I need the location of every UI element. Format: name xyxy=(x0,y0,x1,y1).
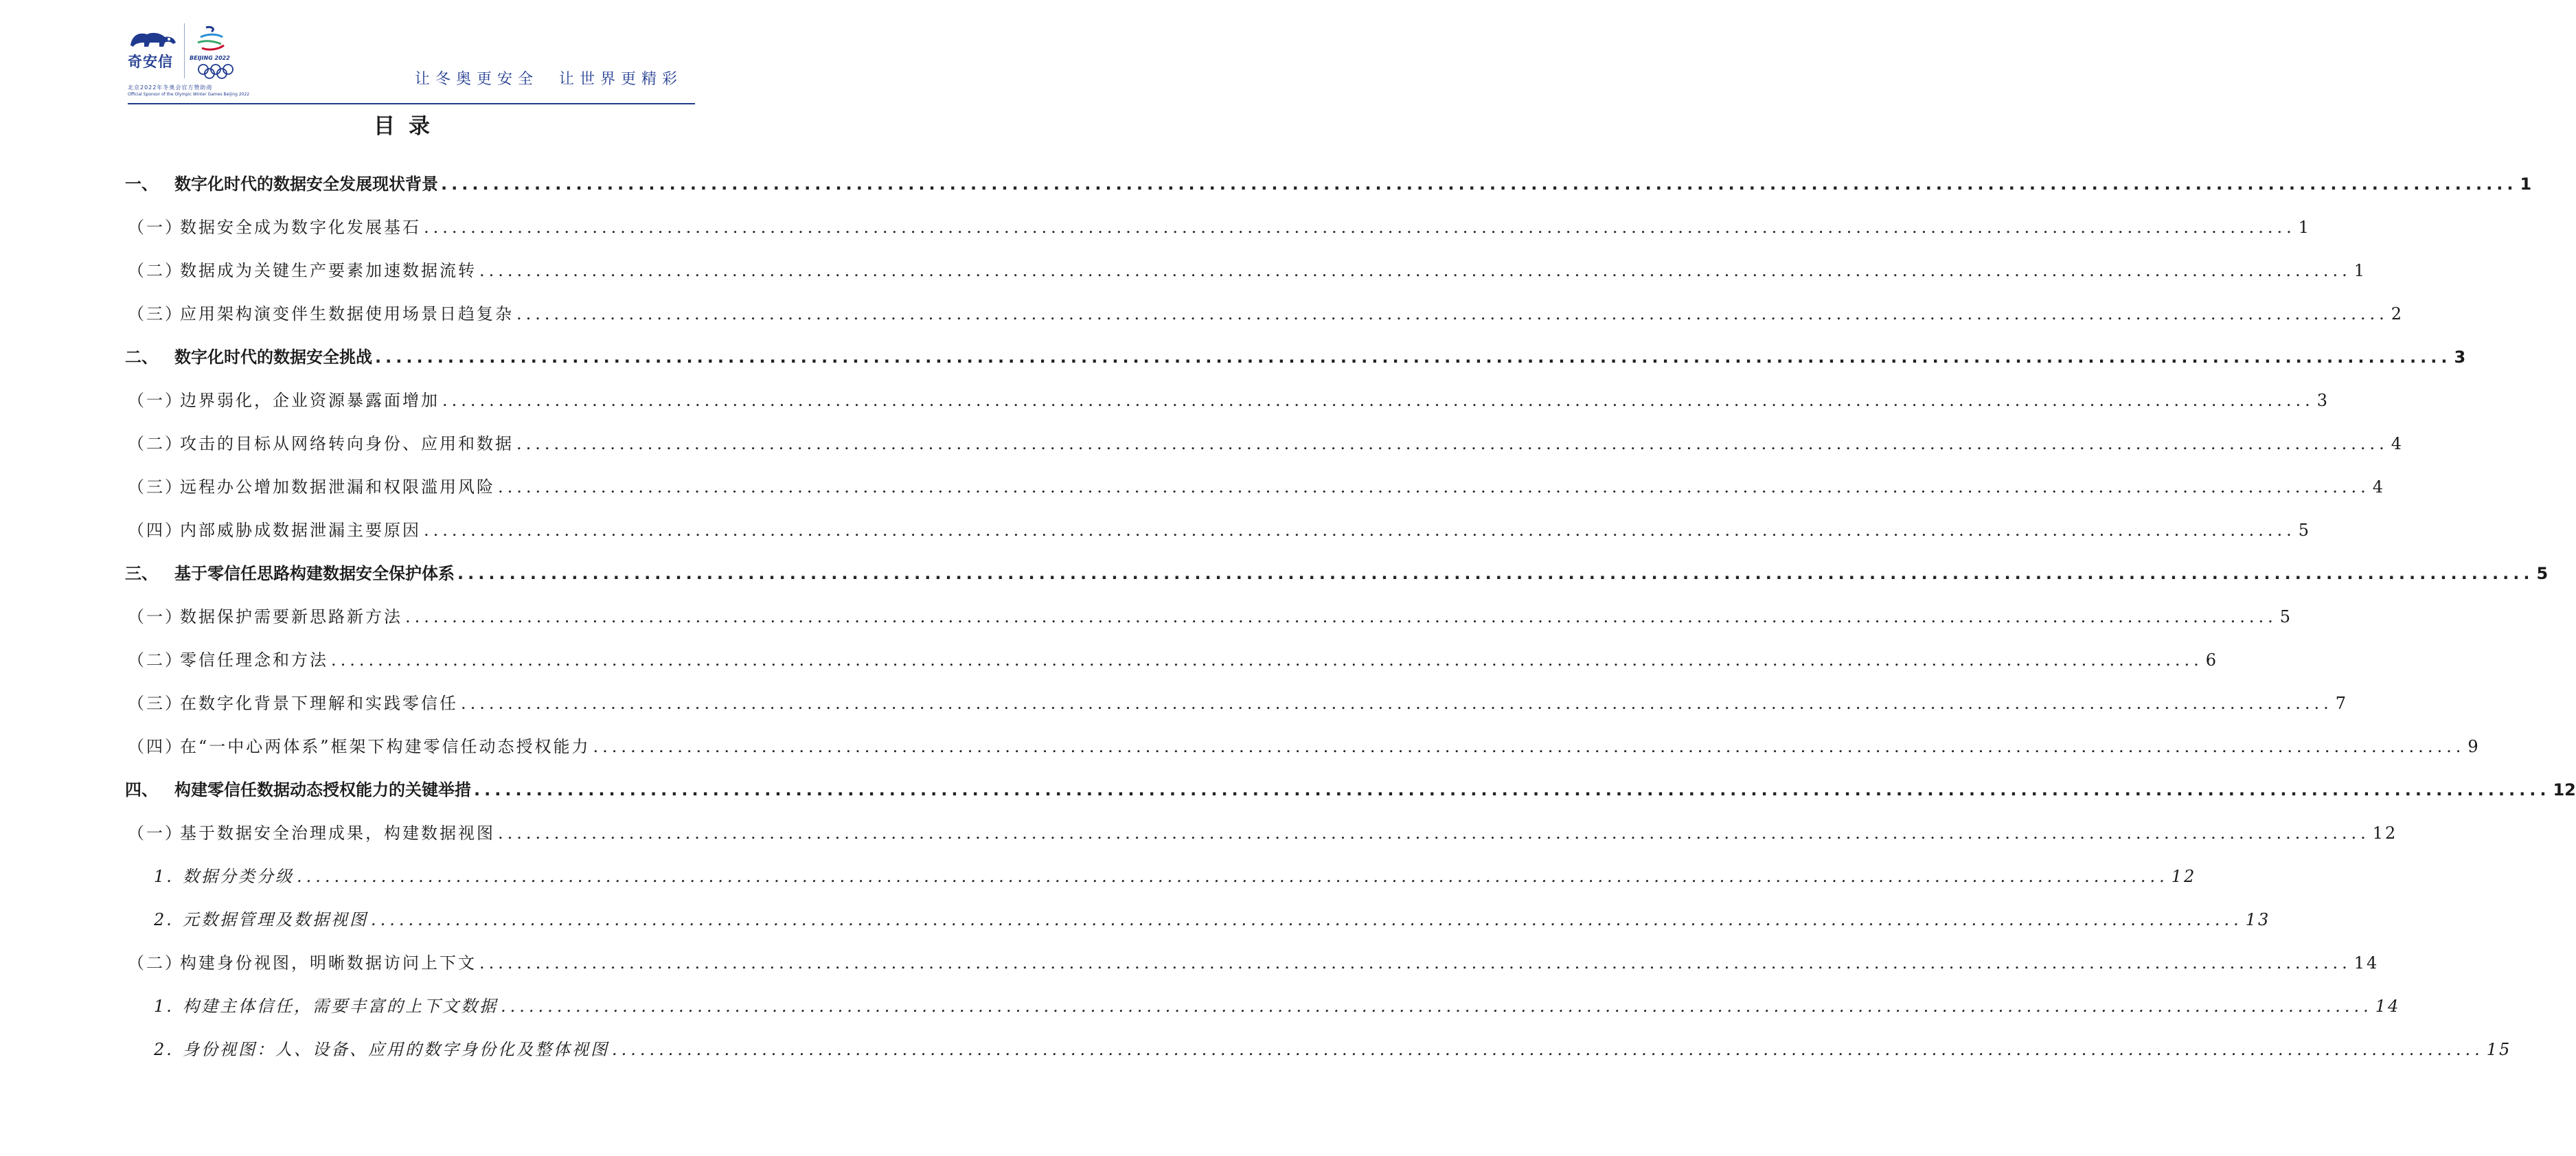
toc-entry-number: （二） xyxy=(128,953,183,973)
header-rule xyxy=(128,103,695,104)
brand-name: 奇安信 xyxy=(128,54,173,70)
toc-entry-title: 边界弱化，企业资源暴露面增加 xyxy=(180,391,440,410)
page-header xyxy=(0,0,817,110)
toc-entry-page: 5 xyxy=(2536,564,2549,583)
toc-entry-page: 12 xyxy=(2171,867,2197,886)
toc-entry-number: 一、 xyxy=(125,174,158,194)
qianxin-lion-icon xyxy=(129,30,177,48)
toc-entry-page: 2 xyxy=(2391,304,2404,324)
toc-leader-dots: ........................................................................................................................................................................................................ xyxy=(442,391,2314,410)
toc-entry[interactable] xyxy=(125,776,2576,819)
toc-entry-title: 数据成为关键生产要素加速数据流转 xyxy=(180,261,477,280)
toc-entry-title: 构建零信任数据动态授权能力的关键举措 xyxy=(174,780,471,800)
toc-entry-number: 四、 xyxy=(125,780,158,800)
toc-entry-page: 3 xyxy=(2316,391,2330,410)
toc-entry-page: 4 xyxy=(2391,434,2404,453)
toc-entry[interactable] xyxy=(125,430,2404,473)
toc-entry-title: 基于零信任思路构建数据安全保护体系 xyxy=(174,564,455,583)
toc-leader-dots: ........................................................................................................................................................................................................ xyxy=(441,174,2518,194)
toc-entry-page: 5 xyxy=(2279,607,2293,626)
toc-leader-dots: ........................................................................................................................................................................................................ xyxy=(474,780,2551,800)
toc-entry-number: （四） xyxy=(128,737,183,756)
toc-entry-number: 1. xyxy=(154,867,174,886)
logo-divider xyxy=(184,23,185,78)
toc-leader-dots: ........................................................................................................................................................................................................ xyxy=(424,218,2296,237)
toc-entry-number: 1. xyxy=(154,997,174,1016)
toc-entry-number: 三、 xyxy=(125,564,158,583)
toc-leader-dots: ........................................................................................................................................................................................................ xyxy=(498,824,2370,843)
toc-entry[interactable] xyxy=(125,300,2404,343)
toc-entry-title: 元数据管理及数据视图 xyxy=(183,910,368,929)
toc-leader-dots: ........................................................................................................................................................................................................ xyxy=(375,348,2452,367)
toc-entry-number: 二、 xyxy=(125,348,158,367)
toc-leader-dots: ........................................................................................................................................................................................................ xyxy=(297,867,2169,886)
toc-entry-title: 零信任理念和方法 xyxy=(180,650,328,670)
toc-entry-page: 14 xyxy=(2375,997,2401,1016)
toc-entry-number: （一） xyxy=(128,824,183,843)
toc-entry[interactable] xyxy=(125,387,2330,430)
toc-entry[interactable] xyxy=(125,257,2367,300)
toc-leader-dots: ........................................................................................................................................................................................................ xyxy=(479,261,2351,280)
sponsor-text-cn: 北京2022年冬奥会官方赞助商 xyxy=(128,84,213,91)
toc-entry-number: （一） xyxy=(128,391,183,410)
toc-entry-page: 15 xyxy=(2486,1040,2512,1059)
toc-entry-number: （一） xyxy=(128,218,183,237)
toc-entry-title: 应用架构演变伴生数据使用场景日趋复杂 xyxy=(180,304,514,324)
sponsor-text-en: Official Sponsor of the Olympic Winter Games Beijing 2022 xyxy=(128,92,250,97)
toc-entry-title: 构建身份视图，明晰数据访问上下文 xyxy=(180,953,477,973)
toc-entry-title: 数字化时代的数据安全发展现状背景 xyxy=(174,174,438,194)
toc-entry-number: （三） xyxy=(128,477,183,497)
toc-entry-page: 12 xyxy=(2372,824,2398,843)
toc-entry-page: 1 xyxy=(2520,174,2532,194)
toc-entry[interactable] xyxy=(125,560,2549,603)
toc-entry-number: （二） xyxy=(128,261,183,280)
toc-entry-number: （二） xyxy=(128,434,183,453)
toc-entry[interactable] xyxy=(125,993,2401,1036)
toc-entry-title: 数据分类分级 xyxy=(183,867,294,886)
toc-leader-dots: ........................................................................................................................................................................................................ xyxy=(424,521,2296,540)
toc-leader-dots: ........................................................................................................................................................................................................ xyxy=(371,910,2243,929)
toc-entry[interactable] xyxy=(125,343,2466,387)
toc-entry-page: 3 xyxy=(2454,348,2466,367)
toc-entry[interactable] xyxy=(125,214,2312,257)
sponsor-logo-block xyxy=(128,23,250,99)
toc-entry-number: 2. xyxy=(154,910,174,929)
toc-entry-title: 在“一中心两体系”框架下构建零信任动态授权能力 xyxy=(180,737,591,756)
toc-entry-title: 内部威胁成数据泄漏主要原因 xyxy=(180,521,421,540)
page-title: 目录 xyxy=(374,114,444,139)
toc-leader-dots: ........................................................................................................................................................................................................ xyxy=(461,694,2333,713)
toc-entry-title: 身份视图：人、设备、应用的数字身份化及整体视图 xyxy=(183,1040,609,1059)
toc-entry-title: 数据安全成为数字化发展基石 xyxy=(180,218,421,237)
toc-entry-page: 5 xyxy=(2298,521,2312,540)
toc-leader-dots: ........................................................................................................................................................................................................ xyxy=(405,607,2277,626)
toc-leader-dots: ........................................................................................................................................................................................................ xyxy=(593,737,2465,756)
toc-leader-dots: ........................................................................................................................................................................................................ xyxy=(516,304,2389,324)
toc-entry-number: （一） xyxy=(128,607,183,626)
toc-leader-dots: ........................................................................................................................................................................................................ xyxy=(479,953,2351,973)
toc-entry[interactable] xyxy=(125,733,2481,776)
toc-entry[interactable] xyxy=(125,949,2380,993)
toc-entry-title: 攻击的目标从网络转向身份、应用和数据 xyxy=(180,434,514,453)
toc-entry-page: 6 xyxy=(2205,650,2219,670)
table-of-contents xyxy=(125,170,2576,1079)
toc-entry-page: 4 xyxy=(2372,477,2386,497)
toc-entry[interactable] xyxy=(125,517,2312,560)
toc-entry[interactable] xyxy=(125,170,2532,214)
beijing-2022-emblem-icon xyxy=(191,25,232,55)
toc-entry[interactable] xyxy=(125,863,2197,906)
toc-entry-page: 14 xyxy=(2353,953,2380,973)
toc-entry[interactable] xyxy=(125,646,2219,690)
toc-entry-number: （三） xyxy=(128,304,183,324)
toc-entry-number: （二） xyxy=(128,650,183,670)
toc-entry-page: 13 xyxy=(2245,910,2271,929)
toc-leader-dots: ........................................................................................................................................................................................................ xyxy=(501,997,2373,1016)
toc-entry[interactable] xyxy=(125,1036,2512,1079)
toc-entry-title: 基于数据安全治理成果，构建数据视图 xyxy=(180,824,495,843)
toc-entry-page: 12 xyxy=(2553,780,2576,800)
toc-entry-number: 2. xyxy=(154,1040,174,1059)
toc-entry-title: 远程办公增加数据泄漏和权限滥用风险 xyxy=(180,477,495,497)
toc-entry-page: 1 xyxy=(2353,261,2367,280)
toc-leader-dots: ........................................................................................................................................................................................................ xyxy=(612,1040,2484,1059)
toc-entry[interactable] xyxy=(125,603,2293,646)
toc-entry-title: 数字化时代的数据安全挑战 xyxy=(174,348,372,367)
toc-entry[interactable] xyxy=(125,819,2398,863)
olympic-rings-icon xyxy=(196,63,235,80)
toc-leader-dots: ........................................................................................................................................................................................................ xyxy=(331,650,2203,670)
toc-entry-page: 7 xyxy=(2335,694,2349,713)
toc-entry-page: 1 xyxy=(2298,218,2312,237)
olympic-wordmark: BEIJING 2022 xyxy=(190,55,230,61)
toc-leader-dots: ........................................................................................................................................................................................................ xyxy=(457,564,2534,583)
toc-entry-number: （四） xyxy=(128,521,183,540)
header-slogan: 让冬奥更安全 让世界更精彩 xyxy=(414,71,683,88)
toc-entry-title: 构建主体信任，需要丰富的上下文数据 xyxy=(183,997,498,1016)
toc-entry-title: 在数字化背景下理解和实践零信任 xyxy=(180,694,458,713)
toc-entry[interactable] xyxy=(125,906,2271,949)
toc-entry-number: （三） xyxy=(128,694,183,713)
toc-leader-dots: ........................................................................................................................................................................................................ xyxy=(516,434,2389,453)
toc-entry[interactable] xyxy=(125,473,2386,517)
toc-entry-title: 数据保护需要新思路新方法 xyxy=(180,607,402,626)
toc-entry[interactable] xyxy=(125,690,2349,733)
toc-leader-dots: ........................................................................................................................................................................................................ xyxy=(498,477,2370,497)
toc-entry-page: 9 xyxy=(2467,737,2481,756)
